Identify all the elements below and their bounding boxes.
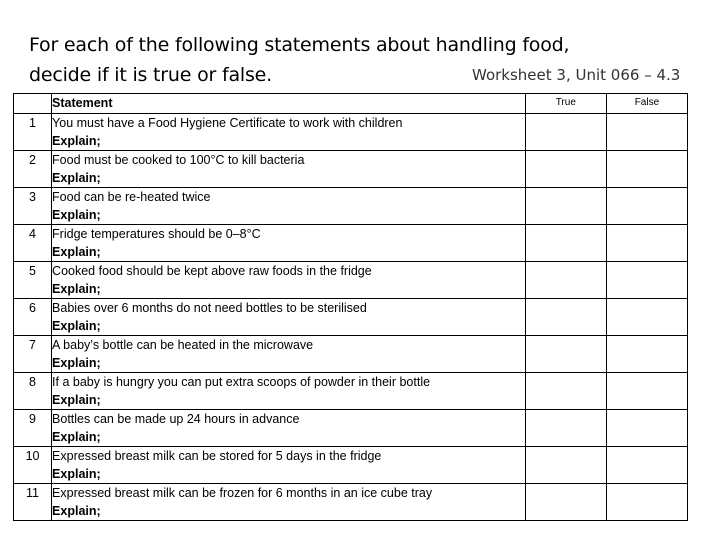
statement-cell [52,336,526,373]
true-answer-cell[interactable] [525,188,606,225]
table-row [14,299,688,336]
table-row [14,262,688,299]
explain-label: Explain; [52,356,101,370]
explain-label: Explain; [52,504,101,518]
header-statement-label: Statement [52,96,113,110]
table-row [14,373,688,410]
page-title-line-2: decide if it is true or false. [29,64,273,86]
true-answer-cell[interactable] [525,447,606,484]
statement-text: You must have a Food Hygiene Certificate to work with children [52,116,403,130]
row-number: 1 [14,114,52,151]
row-number: 7 [14,336,52,373]
explain-label: Explain; [52,171,101,185]
table-row [14,225,688,262]
statement-text: Babies over 6 months do not need bottles to be sterilised [52,301,367,315]
statement-text: If a baby is hungry you can put extra scoops of powder in their bottle [52,375,431,389]
true-answer-cell[interactable] [525,225,606,262]
statement-cell [52,299,526,336]
explain-label: Explain; [52,208,101,222]
table-header-row [14,94,688,114]
statement-text: Food can be re-heated twice [52,190,211,204]
false-answer-cell[interactable] [606,188,687,225]
true-answer-cell[interactable] [525,410,606,447]
header-false-cell [606,94,687,114]
header-true-cell [525,94,606,114]
false-answer-cell[interactable] [606,336,687,373]
row-number: 11 [14,484,52,521]
false-answer-cell[interactable] [606,151,687,188]
statement-cell [52,151,526,188]
row-number: 5 [14,262,52,299]
false-answer-cell[interactable] [606,484,687,521]
table-row [14,410,688,447]
statement-text: Cooked food should be kept above raw foods in the fridge [52,264,372,278]
table-row [14,336,688,373]
true-answer-cell[interactable] [525,151,606,188]
table-row [14,114,688,151]
statement-text: A baby’s bottle can be heated in the microwave [52,338,314,352]
statement-cell [52,114,526,151]
header-statement-cell [52,94,526,114]
explain-label: Explain; [52,467,101,481]
statement-text: Bottles can be made up 24 hours in advance [52,412,300,426]
statement-text: Expressed breast milk can be frozen for 6 months in an ice cube tray [52,486,433,500]
row-number: 3 [14,188,52,225]
explain-label: Explain; [52,430,101,444]
header-number-cell [14,94,52,114]
row-number: 9 [14,410,52,447]
explain-label: Explain; [52,134,101,148]
statement-cell [52,447,526,484]
header-true-label: True [555,97,576,108]
statement-text: Fridge temperatures should be 0–8°C [52,227,261,241]
explain-label: Explain; [52,319,101,333]
false-answer-cell[interactable] [606,447,687,484]
statement-cell [52,225,526,262]
table-row [14,188,688,225]
statement-cell [52,484,526,521]
row-number: 8 [14,373,52,410]
true-answer-cell[interactable] [525,262,606,299]
statement-text: Food must be cooked to 100°C to kill bacteria [52,153,305,167]
explain-label: Explain; [52,393,101,407]
row-number: 6 [14,299,52,336]
false-answer-cell[interactable] [606,373,687,410]
row-number: 2 [14,151,52,188]
row-number: 10 [14,447,52,484]
statement-cell [52,188,526,225]
worksheet-reference: Worksheet 3, Unit 066 – 4.3 [472,66,681,84]
explain-label: Explain; [52,282,101,296]
row-number: 4 [14,225,52,262]
true-answer-cell[interactable] [525,336,606,373]
false-answer-cell[interactable] [606,410,687,447]
statement-text: Expressed breast milk can be stored for 5 days in the fridge [52,449,382,463]
statements-table [13,93,688,521]
false-answer-cell[interactable] [606,114,687,151]
false-answer-cell[interactable] [606,225,687,262]
statement-cell [52,410,526,447]
header-false-label: False [634,97,660,108]
true-answer-cell[interactable] [525,373,606,410]
true-answer-cell[interactable] [525,484,606,521]
table-row [14,151,688,188]
explain-label: Explain; [52,245,101,259]
table-row [14,484,688,521]
false-answer-cell[interactable] [606,299,687,336]
statement-cell [52,262,526,299]
true-answer-cell[interactable] [525,114,606,151]
table-row [14,447,688,484]
false-answer-cell[interactable] [606,262,687,299]
statement-cell [52,373,526,410]
true-answer-cell[interactable] [525,299,606,336]
page-title-line-1: For each of the following statements about handling food, [29,34,570,56]
